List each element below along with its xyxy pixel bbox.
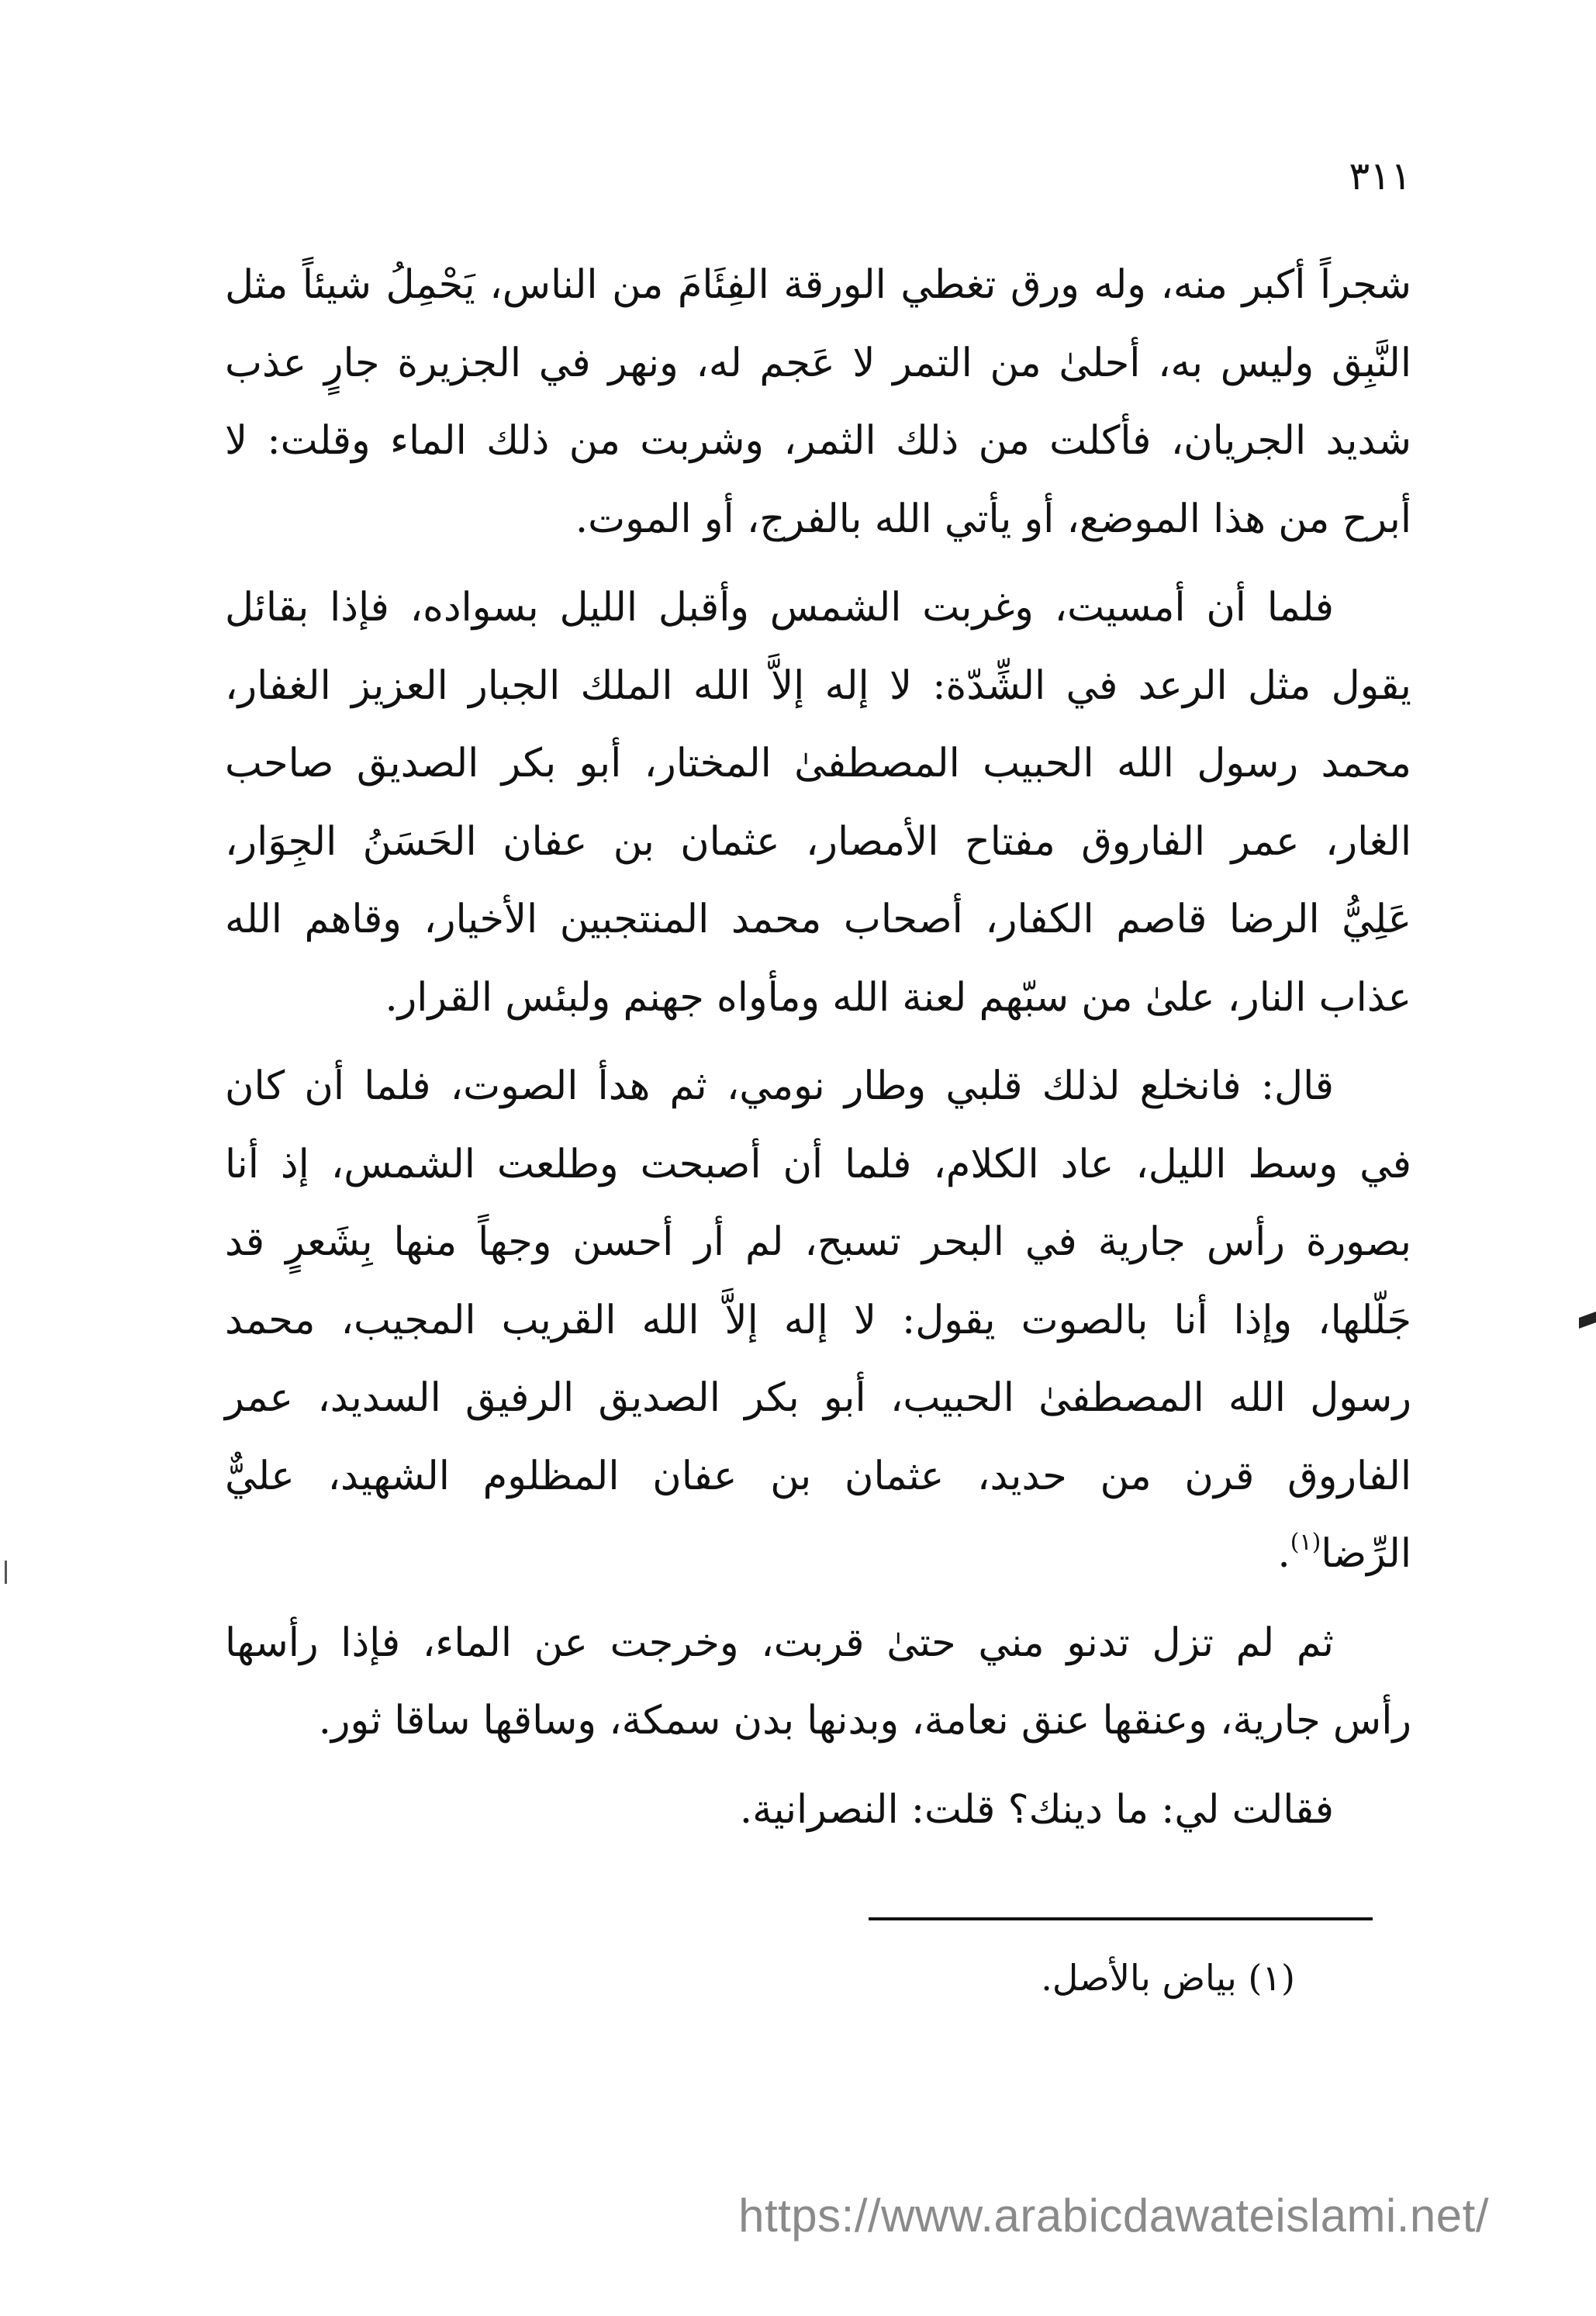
paragraph-4 (225, 1605, 1411, 1761)
text-line: رسول الله المصطفىٰ الحبيب، أبو بكر الصديق الرفيق السديد، عمر (225, 1375, 1411, 1421)
text-line: عَلِيُّ الرضا قاصم الكفار، أصحاب محمد المنتجبين الأخيار، وقاهم الله (225, 897, 1411, 942)
paragraph-2 (225, 569, 1411, 1037)
paragraph-1 (225, 247, 1411, 558)
text-line: عذاب النار، علىٰ من سبّهم لعنة الله ومأواه جهنم ولبئس القرار. (385, 974, 1411, 1021)
text-line: قال: فانخلع لذلك قلبي وطار نومي، ثم هدأ الصوت، فلما أن كان (225, 1063, 1334, 1109)
text-line: رأس جارية، وعنقها عنق نعامة، وبدنها بدن سمكة، وساقها ساقا ثور. (318, 1698, 1411, 1744)
text-line: فقالت لي: ما دينك؟ قلت: النصرانية. (739, 1786, 1334, 1833)
watermark-url: https://www.arabicdawateislami.net/ (738, 2190, 1489, 2242)
footnote: (١) بياض بالأصل. (1041, 1957, 1295, 1999)
text-line: جَلّلها، وإذا أنا بالصوت يقول: لا إله إلاَّ الله القريب المجيب، محمد (225, 1297, 1411, 1343)
scan-edge-mark (5, 1561, 7, 1584)
text-line: أبرح من هذا الموضع، أو يأتي الله بالفرج، أو الموت. (575, 496, 1411, 542)
body-text (225, 247, 1411, 1860)
text-line: في وسط الليل، عاد الكلام، فلما أن أصبحت وطلعت الشمس، إذ أنا (225, 1141, 1411, 1187)
scan-corner-mark (1579, 1312, 1596, 1329)
text-line: ثم لم تزل تدنو مني حتىٰ قربت، وخرجت عن الماء، فإذا رأسها (225, 1619, 1334, 1666)
page-number: ٣١١ (1349, 154, 1411, 199)
text-line-with-footnote (225, 1516, 1411, 1594)
text-line: الغار، عمر الفاروق مفتاح الأمصار، عثمان بن عفان الحَسَنُ الجِوَار، (225, 818, 1411, 865)
text-line: يقول مثل الرعد في الشِّدّة: لا إله إلاَّ الله الملك الجبار العزيز الغفار، (225, 662, 1411, 709)
paragraph-5 (225, 1772, 1411, 1850)
footnote-reference: (١) (1290, 1529, 1321, 1556)
paragraph-3 (225, 1048, 1411, 1594)
text-line: فلما أن أمسيت، وغربت الشمس وأقبل الليل بسواده، فإذا بقائل (225, 585, 1334, 631)
text-line: النَّبِق وليس به، أحلىٰ من التمر لا عَجم له، ونهر في الجزيرة جارٍ عذب (225, 340, 1411, 386)
text-line: محمد رسول الله الحبيب المصطفىٰ المختار، أبو بكر الصديق صاحب (225, 741, 1411, 786)
text-line: بصورة رأس جارية في البحر تسبح، لم أر أحسن وجهاً منها بِشَعرٍ قد (225, 1219, 1411, 1265)
footnote-divider (869, 1917, 1373, 1920)
text-fragment: . (1277, 1531, 1290, 1577)
text-line: شديد الجريان، فأكلت من ذلك الثمر، وشربت من ذلك الماء وقلت: لا (225, 418, 1411, 464)
text-fragment: الرِّضا (1321, 1531, 1411, 1577)
text-line: شجراً أكبر منه، وله ورق تغطي الورقة الفِئَامَ من الناس، يَحْمِلُ شيئاً مثل (225, 262, 1411, 308)
text-line: الفاروق قرن من حديد، عثمان بن عفان المظلوم الشهيد، عليٌّ (225, 1453, 1411, 1499)
